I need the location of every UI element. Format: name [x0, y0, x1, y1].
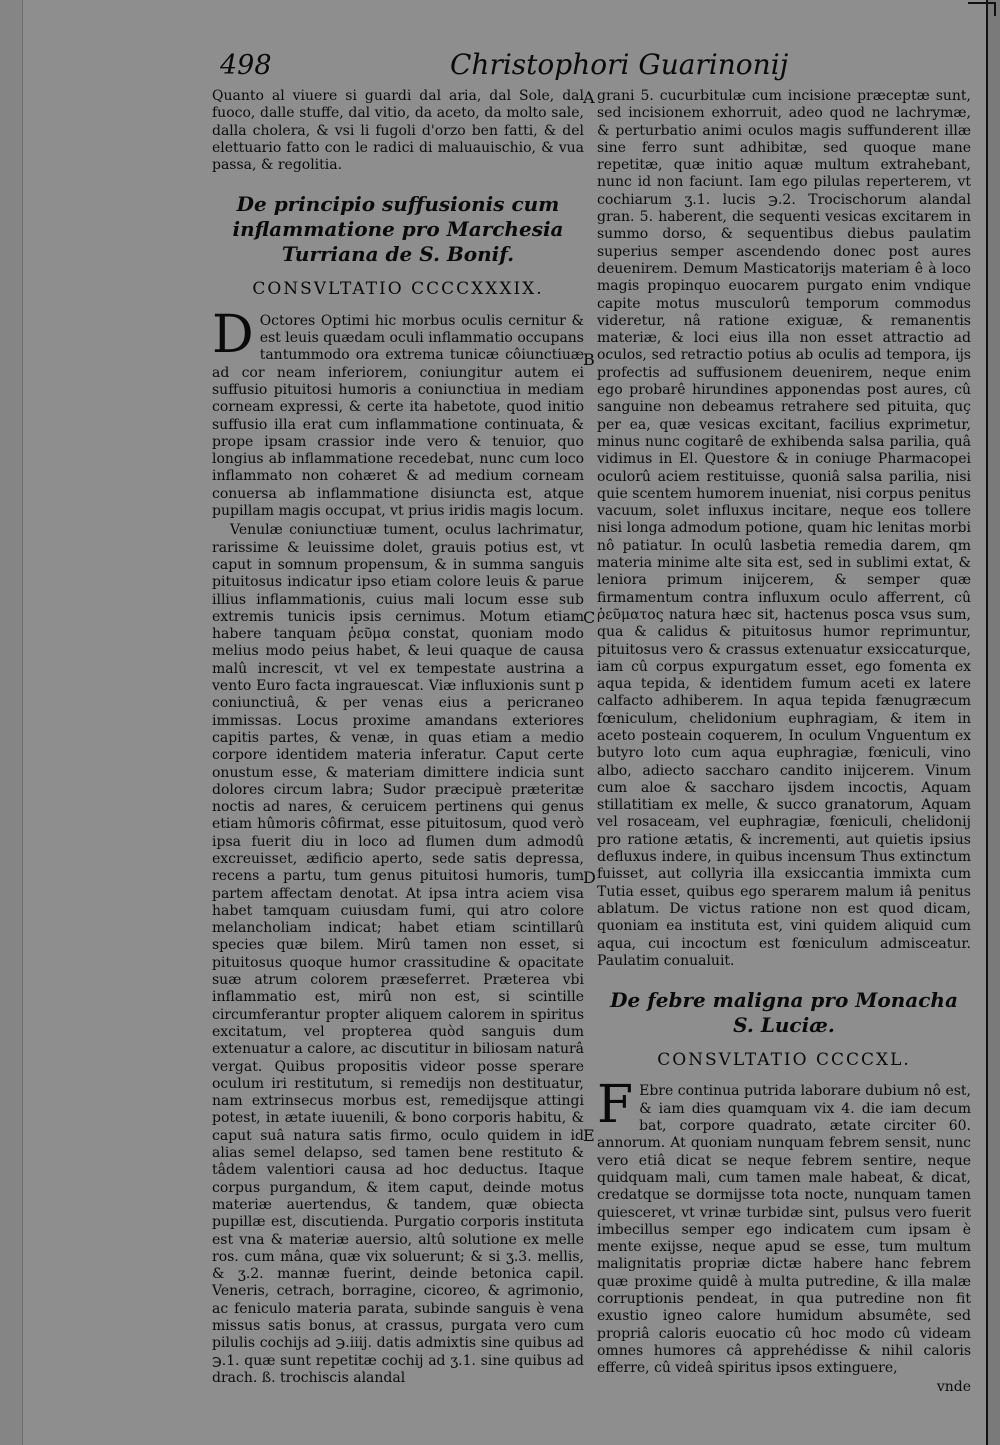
- margin-letter-e: E: [583, 1126, 595, 1145]
- consultation-440-para-1: [597, 1075, 971, 1377]
- consultation-439-para-1: [212, 304, 584, 521]
- running-head: Christophori Guarinonij: [450, 48, 789, 81]
- margin-letter-b: B: [583, 350, 595, 369]
- consultation-439-para-1-text: Octores Optimi hic morbus oculis cernitur & est leuis quædam oculi inflammatio occupans tantummodo ora extrema tunicæ côiunctiuæ ad cor neam inferiorem, coniungitur autem ei suffusio pituitosi humoris a coniunctiua in mediam corneam expressi, & certe ita habetote, quod initio suffusio illa erat cum inflammatione continuata, & prope ipsam crassior inde vero & tenuior, quo longius ab inflammatione recedebat, nunc cum loco inflammato non cohæret & ad medium corneam conuersa ab inflammatione disiuncta est, atque pupillam magis occupat, vt prius iridis magis locum.: [212, 312, 584, 520]
- corner-mark: [968, 2, 996, 16]
- catchword: vnde: [936, 1379, 971, 1396]
- page-number: 498: [220, 50, 272, 81]
- consultation-heading-440: CONSVLTATIO CCCCXL.: [657, 1050, 911, 1071]
- consultation-heading-439: CONSVLTATIO CCCCXXXIX.: [252, 279, 544, 300]
- section-title-440: De febre maligna pro Monacha S. Luciæ.: [610, 988, 958, 1038]
- margin-letter-a: A: [583, 88, 595, 107]
- margin-letter-c: C: [583, 608, 596, 627]
- dropcap-d: D: [212, 304, 254, 365]
- page-gutter-left: [0, 0, 23, 1445]
- dropcap-f: F: [597, 1075, 634, 1136]
- right-column: [597, 88, 971, 1399]
- section-title-439: De principio suffusionis cum inflammatione pro Marchesia Turriana de S. Bonif.: [232, 192, 564, 267]
- page-header: [220, 48, 820, 88]
- consultation-440-para-1-text: Ebre continua putrida laborare dubium nô est, & iam dies quamquam vix 4. die iam decum bat, corpore quadrato, ætate circiter 60. annorum. At quoniam nunquam febrem sensit, nunc vero etiâ dicat se neque febrem sentire, neque quidquam mali, cum tamen male habeat, & dicat, credatque se dormijsse tota nocte, nunquam tamen quiesceret, vt vrinæ turbidæ sint, pulsus vero fuerit imbecillus semper ego indicatem cum ipsam è mente exijsse, neque apud se esse, tum multum malignitatis propriæ dictæ habere hanc febrem quæ proxime quidê à multa putredine, & illa malæ corruptionis pendeat, in qua putredine non fit exustio igneo calore humidum absumête, sed propriâ caloris euocatio cû hoc modo cû videam omnes humores câ apprehédisse & nihil caloris efferre, cû videâ spiritus ipsos extinguere,: [597, 1083, 971, 1377]
- margin-letter-d: D: [583, 868, 596, 887]
- left-column: [212, 88, 584, 1389]
- consultation-439-continued: grani 5. cucurbitulæ cum incisione præceptæ sunt, sed incisionem exhorruit, adeo quod ne lachrymæ, & perturbatio animi oculos magis suffunderent illæ sine ferro sunt adhibitæ, sed quoque mane repetitæ, quæ initio aquæ multum extrahebant, nunc id non faciunt. Iam ego pilulas reperterem, vt cochiarum ʒ.1. lucis ℈.2. Trocischorum alandal gran. 5. haberent, die sequenti vesicas excitarem in summo dorso, & sequentibus diebus paulatim superius semper ascendendo donec post aures deuenirem. Demum Masticatorijs materiam ê à loco magis propinquo euocarem purgato enim vndique capite motus musculorû temporum commodus videretur, nâ ratione exiguæ, & remanentis materiæ, & loci eius illa non esset attractio ad oculos, sed retractio potius ab oculis ad tempora, ijs profectis ad suffusionem deuenirem, neque enim ego probarê hirundines apponendas post aures, cû sanguine non debeamus retrahere sed pituita, quç per ea, quæ vesicas excitant, facilius exprimetur, minus nunc cogitarê de exhibenda salsa parilia, quâ vidimus in El. Questore & in coniuge Pharmacopei oculorû aciem restituisse, quoniâ salsa parilia, nisi quie scentem humorem inueniat, nisi corpus penitus vacuum, solet influxus incitare, neque eos tollere nisi longa admodum potione, quam hic lenitas morbi nô patiatur. In oculû lasbetia remedia darem, qm materia minime alte sita est, sed in sublimi extat, & leniora primum inijcerem, & semper quæ firmamentum contra influxum oculo afferrent, cû ῥεῦματος natura hæc sit, hactenus posca vsus sum, qua & calidus & pituitosus humor reprimuntur, pituitosus vero & crassus extenuatur exsiccaturque, iam cû corpus expurgatum esset, ego fomenta ex aqua tepida, & identidem fumum aceti ex latere calfacto adhiberem. In aqua tepida fænugræcum fœniculum, chelidonium euphragiam, & item in aceto posteain coquerem, In oculum Vnguentum ex butyro loto cum aqua euphragiæ, fœniculi, vino albo, adiecto saccharo candito inijcerem. Vinum cum aloe & saccharo ijsdem incoctis, Aquam stillatitiam ex melle, & succo granatorum, Aquam vel rosaceam, vel euphragiæ, fœniculi, chelidonij pro ratione ætatis, & incrementi, aut quietis ipsius defluxus indere, in quibus incensum Thus extinctum fuisset, aut collyria illa exsiccantia immixta cum Tutia esset, quibus ego sperarem malum iâ penitus ablatum. De victus ratione non est quod dicam, quoniam ea instituta est, vini quidem aliquid cum aqua, cui incoctum est fœniculum admisceatur. Paulatim conualuit.: [597, 88, 971, 969]
- consultation-439-para-2: Venulæ coniunctiuæ tument, oculus lachrimatur, rarissime & leuissime dolet, grauis potius est, vt caput in somnum propensum, & in summa sanguis pituitosus indicatur ipso etiam colore leuis & parue illius inflammationis, cuius mali locum esse sub extremis tunicis ipsis cernimus. Motum etiam habere tanquam ῥεῦμα constat, quoniam modo melius modo peius habet, & leui quaque de causa malû increscit, vt vel ex tempestate austrina a vento Euro facta ingrauescat. Viæ influxionis sunt p coniunctiuâ, & per venas eius a pericraneo immissas. Locus proxime amandans exteriores capitis partes, & venæ, in quas etiam a medio corpore identidem materia inferatur. Caput certe onustum esse, & materiam dimittere indicia sunt dolores circum labra; Sudor præcipuè præteritæ noctis ad nares, & ceruicem pertinens qui genus etiam hûmoris côfirmat, esse pituitosum, quod verò ipsa fuerit diu in loco ad flumen dum admodû excreuisset, ædificio aperto, sede satis depressa, recens a partu, tum genus pituitosi humoris, tum partem affectam denotat. At ipsa intra aciem visa habet tamquam cuiusdam fumi, qui atro colore melancholiam indicat; habet etiam scintillarû species quæ bilem. Mirû tamen non esset, si pituitosus quoque humor crassitudine & opacitate suæ atrum colorem præseferret. Præterea vbi inflammatio est, mirû non est, si scintille circumferantur propter aliquem calorem in spiritus excitatum, vel propterea quòd sanguis dum extenuatur a calore, ac discutitur in biliosam naturâ vergat. Quibus propositis videor posse sperare oculum iri restitutum, si remedijs non destituatur, nam extrinsecus morbus est, remedijsque attingi potest, in ætate iuuenili, & bono corporis habitu, & caput suâ natura satis firmo, oculo quidem in id alias semel delapso, sed tamen bene restituto & tâdem valentiori causa ad hoc deductus. Itaque corpus purgandum, & item caput, deinde motus materiæ auertendus, & tandem, quæ obiecta pupillæ est, discutienda. Purgatio corporis instituta est vna & materiæ auersio, altû solutione ex melle ros. cum mâna, quæ vix soluerunt; & si ʒ.3. mellis, & ʒ.2. mannæ fuerint, deinde betonica capil. Veneris, cetrach, borragine, cicoreo, & agrimonio, ac feniculo materia parata, subinde sanguis è vena missus satis bonus, at crassus, purgata vero cum pilulis cochijs ad ℈.iiij. datis admixtis sine quibus ad ℈.1. quæ sunt repetitæ cochij ad ʒ.1. sine quibus ad drach. ß. trochiscis alandal: [212, 522, 584, 1386]
- page-gutter-right: [986, 0, 1000, 1445]
- intro-paragraph: Quanto al viuere si guardi dal aria, dal Sole, dal fuoco, dalle stuffe, dal vitio, da aceto, da molto sale, dalla cholera, & vsi li fugoli d'orzo ben fatti, & del elettuario fatto con le radici di maluauischio, & vua passa, & regolitia.: [212, 88, 584, 174]
